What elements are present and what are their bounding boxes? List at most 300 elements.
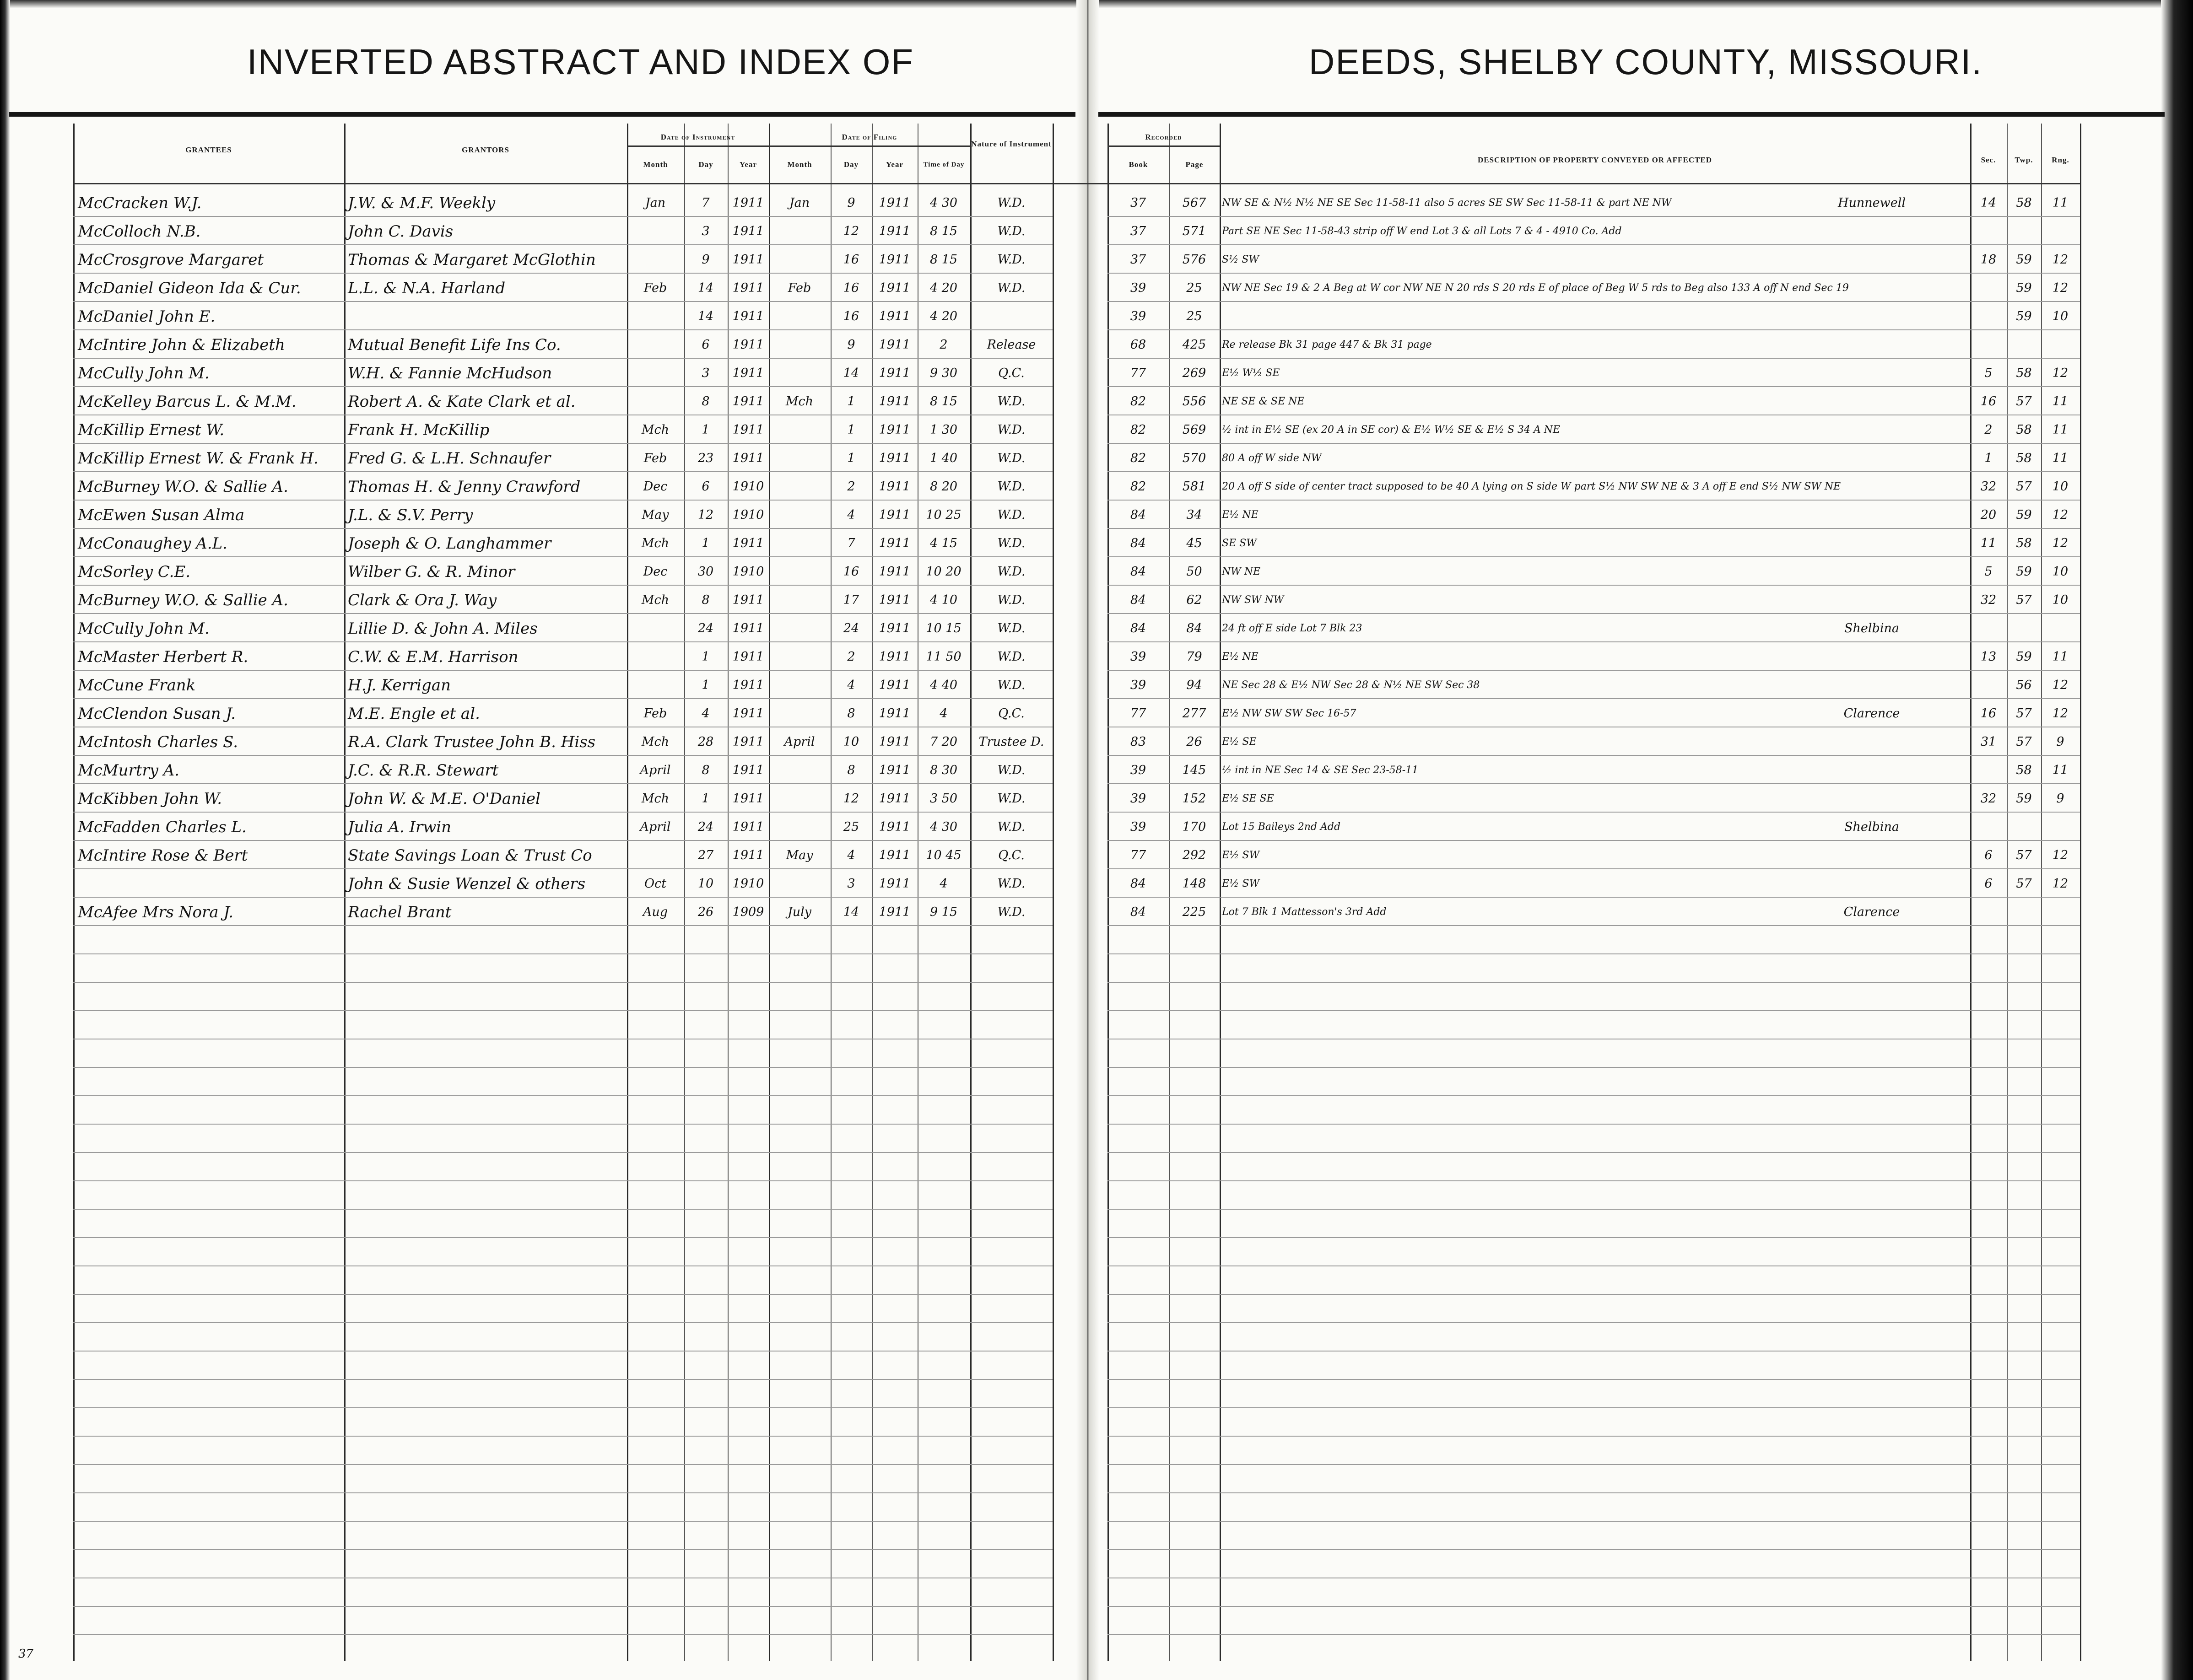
entry-book: 82 <box>1130 451 1146 465</box>
entry-rng: 11 <box>2052 650 2069 664</box>
entry-i-day: 30 <box>697 565 714 579</box>
entry-twp: 58 <box>2016 763 2032 777</box>
entry-twp: 59 <box>2016 792 2032 806</box>
ruled-line <box>1107 1379 2080 1380</box>
entry-description: E½ SE SE <box>1222 793 1274 804</box>
entry-grantee: McIntire John & Elizabeth <box>78 336 285 354</box>
ruled-line <box>1107 1095 2080 1096</box>
entry-grantor: Wilber G. & R. Minor <box>348 563 515 581</box>
entry-page: 94 <box>1186 678 1202 692</box>
ruled-line <box>1107 1634 2080 1635</box>
entry-description: NW NE Sec 19 & 2 A Beg at W cor NW NE N 20 rds S 20 rds E of place of Beg W 5 rds to Beg also 133 A off N end Sec 19 <box>1222 282 1849 294</box>
header-filing-day: Day <box>843 160 859 169</box>
entry-description: E½ SW <box>1222 878 1260 889</box>
entry-grantor: Rachel Brant <box>348 903 452 921</box>
header-sec: Sec. <box>1981 156 1996 164</box>
header-instrument-day: Day <box>698 160 713 169</box>
entry-twp: 59 <box>2016 650 2032 664</box>
entry-nature: W.D. <box>997 905 1026 919</box>
entry-time: 8 20 <box>929 479 958 494</box>
entry-description: ½ int in E½ SE (ex 20 A in SE cor) & E½ W½ SE & E½ S 34 A NE <box>1222 424 1561 436</box>
ruled-line <box>1107 1549 2080 1550</box>
entry-book: 84 <box>1130 565 1146 579</box>
entry-book: 77 <box>1130 706 1146 721</box>
entry-rng: 11 <box>2052 394 2069 409</box>
entry-i-day: 1 <box>702 678 710 692</box>
entry-nature: W.D. <box>997 224 1026 238</box>
entry-f-year: 1911 <box>879 593 911 607</box>
entry-i-day: 8 <box>702 593 710 607</box>
entry-time: 2 <box>940 338 948 352</box>
entry-f-day: 17 <box>843 593 859 607</box>
entry-nature: W.D. <box>997 281 1026 295</box>
header-date-of-instrument: Date of Instrument <box>660 133 735 141</box>
entry-i-day: 8 <box>702 763 710 777</box>
ruled-line <box>1107 1180 2080 1181</box>
entry-page: 152 <box>1182 792 1206 806</box>
entry-f-month: July <box>787 905 812 919</box>
header-book: Book <box>1129 160 1148 169</box>
entry-time: 10 25 <box>926 508 961 522</box>
entry-grantee: McCracken W.J. <box>78 194 202 212</box>
entry-i-month: Aug <box>643 905 668 919</box>
entry-f-year: 1911 <box>879 650 911 664</box>
entry-f-year: 1911 <box>879 423 911 437</box>
ruled-line <box>1107 1407 2080 1408</box>
ruled-line <box>73 1606 1053 1607</box>
entry-description: E½ SE <box>1222 736 1257 748</box>
entry-i-year: 1911 <box>732 763 764 777</box>
entry-time: 9 30 <box>929 366 958 380</box>
entry-page: 425 <box>1182 338 1206 352</box>
entry-time: 4 15 <box>929 536 958 550</box>
entry-grantee: McKelley Barcus L. & M.M. <box>78 393 297 411</box>
entry-description: Part SE NE Sec 11-58-43 strip off W end Lot 3 & all Lots 7 & 4 - 4910 Co. Add <box>1222 226 1622 237</box>
entry-f-month: Jan <box>789 196 810 210</box>
entry-grantee: McFadden Charles L. <box>78 818 247 836</box>
entry-i-year: 1911 <box>732 536 764 550</box>
entry-i-month: Jan <box>645 196 666 210</box>
ruled-line <box>73 1379 1053 1380</box>
ruled-line <box>73 1095 1053 1096</box>
entry-rng: 9 <box>2056 792 2064 806</box>
entry-f-year: 1911 <box>879 394 911 409</box>
header-date-of-filing: Date of Filing <box>842 133 897 141</box>
entry-i-year: 1911 <box>732 650 764 664</box>
entry-page: 84 <box>1186 621 1202 635</box>
entry-nature: W.D. <box>997 253 1026 267</box>
entry-i-year: 1911 <box>732 281 764 295</box>
ruled-line <box>1107 1606 2080 1607</box>
ruled-line <box>73 1521 1053 1522</box>
entry-i-year: 1911 <box>732 621 764 635</box>
ruled-line <box>1107 1464 2080 1465</box>
header-filing-month: Month <box>787 160 812 169</box>
entry-rng: 12 <box>2052 877 2069 891</box>
entry-book: 39 <box>1130 678 1146 692</box>
entry-twp: 58 <box>2016 366 2032 380</box>
entry-rng: 11 <box>2052 423 2069 437</box>
entry-f-year: 1911 <box>879 905 911 919</box>
entry-time: 8 15 <box>929 394 958 409</box>
entry-i-month: Mch <box>641 792 670 806</box>
ruled-line <box>1107 953 2080 954</box>
entry-description: E½ W½ SE <box>1222 367 1280 379</box>
entry-page: 277 <box>1182 706 1206 721</box>
entry-f-month: Feb <box>788 281 811 295</box>
entry-page: 570 <box>1182 451 1206 465</box>
entry-f-day: 7 <box>847 536 855 550</box>
ruled-line <box>1107 1152 2080 1153</box>
ruled-line <box>1107 1010 2080 1011</box>
header-subrule <box>1107 145 1220 147</box>
entry-nature: W.D. <box>997 451 1026 465</box>
header-nature: Nature of Instrument <box>971 140 1052 148</box>
header-subrule <box>627 145 970 147</box>
entry-book: 84 <box>1130 621 1146 635</box>
entry-time: 9 15 <box>929 905 958 919</box>
entry-f-year: 1911 <box>879 565 911 579</box>
entry-page: 62 <box>1186 593 1202 607</box>
entry-f-year: 1911 <box>879 281 911 295</box>
entry-description: Lot 15 Baileys 2nd Add <box>1222 821 1341 833</box>
entry-i-month: Feb <box>643 281 667 295</box>
entry-f-year: 1911 <box>879 309 911 323</box>
entry-grantee: McCully John M. <box>78 619 210 638</box>
ruled-line <box>73 1634 1053 1635</box>
entry-book: 39 <box>1130 763 1146 777</box>
entry-book: 83 <box>1130 735 1146 749</box>
entry-time: 4 10 <box>929 593 958 607</box>
entry-i-month: Mch <box>641 536 670 550</box>
entry-grantor: Clark & Ora J. Way <box>348 591 497 609</box>
entry-time: 10 15 <box>926 621 961 635</box>
entry-sec: 16 <box>1980 706 1997 721</box>
entry-f-year: 1911 <box>879 792 911 806</box>
entry-i-month: Feb <box>643 451 667 465</box>
entry-i-month: April <box>640 820 671 834</box>
entry-sec: 32 <box>1980 479 1997 494</box>
entry-i-day: 1 <box>702 423 710 437</box>
entry-description: E½ NW SW SW Sec 16-57 <box>1222 708 1356 719</box>
entry-grantee: McBurney W.O. & Sallie A. <box>78 591 288 609</box>
entry-rng: 12 <box>2052 678 2069 692</box>
header-bottom-rule <box>73 183 2080 184</box>
entry-time: 8 15 <box>929 224 958 238</box>
entry-rng: 12 <box>2052 706 2069 721</box>
entry-description: S½ SW <box>1222 254 1259 265</box>
entry-book: 37 <box>1130 224 1146 238</box>
ruled-line <box>1107 1067 2080 1068</box>
entry-f-year: 1911 <box>879 763 911 777</box>
entry-description: NE SE & SE NE <box>1222 396 1305 407</box>
entry-time: 4 40 <box>929 678 958 692</box>
header-page: Page <box>1185 160 1204 169</box>
entry-grantee: McSorley C.E. <box>78 563 191 581</box>
entry-f-day: 16 <box>843 309 859 323</box>
entry-i-day: 1 <box>702 792 710 806</box>
entry-i-month: Mch <box>641 735 670 749</box>
table-row <box>0 670 2193 697</box>
table-row <box>0 386 2193 414</box>
ruled-line <box>1107 1492 2080 1493</box>
entry-f-day: 16 <box>843 565 859 579</box>
table-row <box>0 471 2193 499</box>
header-grantors: GRANTORS <box>461 145 510 154</box>
entry-book: 68 <box>1130 338 1146 352</box>
entry-grantor: Frank H. McKillip <box>348 421 490 439</box>
entry-i-year: 1911 <box>732 820 764 834</box>
entry-description: Lot 7 Blk 1 Mattesson's 3rd Add <box>1222 906 1387 918</box>
entry-i-year: 1911 <box>732 338 764 352</box>
entry-i-day: 1 <box>702 536 710 550</box>
entry-i-year: 1910 <box>732 565 764 579</box>
entry-f-day: 8 <box>847 706 855 721</box>
table-row <box>0 216 2193 243</box>
entry-time: 8 30 <box>929 763 958 777</box>
entry-twp: 59 <box>2016 309 2032 323</box>
entry-i-year: 1911 <box>732 253 764 267</box>
entry-grantee: McAfee Mrs Nora J. <box>78 903 234 921</box>
entry-rng: 9 <box>2056 735 2064 749</box>
entry-twp: 57 <box>2016 394 2032 409</box>
entry-f-year: 1911 <box>879 706 911 721</box>
entry-i-day: 14 <box>697 281 714 295</box>
entry-book: 82 <box>1130 423 1146 437</box>
entry-page: 269 <box>1182 366 1206 380</box>
entry-rng: 12 <box>2052 366 2069 380</box>
header-filing-year: Year <box>886 160 903 169</box>
table-row <box>0 840 2193 867</box>
entry-sec: 13 <box>1980 650 1997 664</box>
table-row <box>0 868 2193 896</box>
entry-i-day: 23 <box>697 451 714 465</box>
entry-i-year: 1910 <box>732 508 764 522</box>
entry-book: 39 <box>1130 820 1146 834</box>
entry-nature: W.D. <box>997 423 1026 437</box>
page-number: 37 <box>18 1647 34 1661</box>
entry-f-day: 1 <box>847 423 855 437</box>
entry-sec: 6 <box>1984 848 1993 862</box>
entry-place: Hunnewell <box>1837 196 1906 210</box>
entry-twp: 58 <box>2016 536 2032 550</box>
entry-book: 39 <box>1130 650 1146 664</box>
entry-nature: W.D. <box>997 763 1026 777</box>
header-instrument-month: Month <box>643 160 668 169</box>
entry-grantee: McConaughey A.L. <box>78 534 227 553</box>
entry-description: E½ SW <box>1222 850 1260 861</box>
entry-grantee: McColloch N.B. <box>78 222 201 241</box>
ruled-line <box>73 1209 1053 1210</box>
entry-i-year: 1911 <box>732 792 764 806</box>
entry-description: SE SW <box>1222 538 1257 549</box>
entry-book: 37 <box>1130 253 1146 267</box>
entry-f-day: 9 <box>847 196 855 210</box>
entry-nature: W.D. <box>997 820 1026 834</box>
entry-nature: Release <box>987 338 1036 352</box>
entry-nature: W.D. <box>997 565 1026 579</box>
entry-grantor: State Savings Loan & Trust Co <box>348 846 592 865</box>
entry-i-year: 1910 <box>732 877 764 891</box>
entry-f-year: 1911 <box>879 848 911 862</box>
entry-f-month: Mch <box>785 394 814 409</box>
entry-time: 3 50 <box>929 792 958 806</box>
entry-i-day: 8 <box>702 394 710 409</box>
entry-i-month: April <box>640 763 671 777</box>
table-row <box>0 556 2193 584</box>
entry-grantor: H.J. Kerrigan <box>348 676 451 695</box>
entry-twp: 57 <box>2016 735 2032 749</box>
entry-i-month: Dec <box>643 565 668 579</box>
entry-f-year: 1911 <box>879 366 911 380</box>
entry-grantor: Thomas & Margaret McGlothin <box>348 251 596 269</box>
entry-f-day: 14 <box>843 366 859 380</box>
table-row <box>0 188 2193 215</box>
ruled-line <box>73 1010 1053 1011</box>
entry-i-year: 1911 <box>732 848 764 862</box>
entry-grantee: McBurney W.O. & Sallie A. <box>78 478 288 496</box>
entry-i-year: 1911 <box>732 309 764 323</box>
entry-f-day: 16 <box>843 281 859 295</box>
table-row <box>0 698 2193 726</box>
entry-f-day: 8 <box>847 763 855 777</box>
entry-twp: 58 <box>2016 196 2032 210</box>
entry-rng: 10 <box>2052 479 2069 494</box>
table-row <box>0 301 2193 328</box>
entry-page: 292 <box>1182 848 1206 862</box>
header-description: DESCRIPTION OF PROPERTY CONVEYED OR AFFECTED <box>1477 156 1712 164</box>
entry-page: 45 <box>1186 536 1202 550</box>
entry-time: 11 50 <box>926 650 961 664</box>
entry-page: 79 <box>1186 650 1202 664</box>
ruled-line <box>1107 1124 2080 1125</box>
entry-time: 4 <box>940 877 948 891</box>
entry-f-year: 1911 <box>879 621 911 635</box>
entry-sec: 31 <box>1980 735 1997 749</box>
entry-f-month: April <box>784 735 815 749</box>
entry-f-day: 16 <box>843 253 859 267</box>
entry-time: 10 45 <box>926 848 961 862</box>
entry-book: 82 <box>1130 479 1146 494</box>
entry-sec: 6 <box>1984 877 1993 891</box>
entry-rng: 10 <box>2052 309 2069 323</box>
table-row <box>0 641 2193 669</box>
entry-twp: 58 <box>2016 451 2032 465</box>
entry-rng: 12 <box>2052 536 2069 550</box>
entry-grantee: McEwen Susan Alma <box>78 506 245 524</box>
entry-nature: Q.C. <box>998 706 1025 721</box>
entry-i-year: 1911 <box>732 196 764 210</box>
entry-i-year: 1909 <box>732 905 764 919</box>
table-row <box>0 500 2193 527</box>
entry-grantee: McCune Frank <box>78 676 196 695</box>
entry-page: 34 <box>1186 508 1202 522</box>
entry-description: NW NE <box>1222 566 1261 577</box>
ruled-line <box>1107 1237 2080 1238</box>
entry-twp: 57 <box>2016 848 2032 862</box>
entry-twp: 59 <box>2016 281 2032 295</box>
entry-place: Clarence <box>1843 905 1900 919</box>
ruled-line <box>1107 1521 2080 1522</box>
entry-nature: W.D. <box>997 479 1026 494</box>
entry-page: 225 <box>1182 905 1206 919</box>
entry-sec: 16 <box>1980 394 1997 409</box>
table-row <box>0 613 2193 641</box>
entry-description: E½ NE <box>1222 651 1259 662</box>
entry-grantor: J.W. & M.F. Weekly <box>348 194 496 212</box>
ruled-line <box>1107 1294 2080 1295</box>
entry-f-year: 1911 <box>879 224 911 238</box>
ruled-line <box>1107 1209 2080 1210</box>
entry-rng: 11 <box>2052 763 2069 777</box>
entry-twp: 59 <box>2016 508 2032 522</box>
table-row <box>0 443 2193 470</box>
table-row <box>0 727 2193 754</box>
ruled-line <box>73 925 1053 926</box>
ruled-line <box>1107 1351 2080 1352</box>
entry-description: ½ int in NE Sec 14 & SE Sec 23-58-11 <box>1222 765 1419 776</box>
entry-f-day: 12 <box>843 792 859 806</box>
entry-book: 37 <box>1130 196 1146 210</box>
entry-page: 571 <box>1182 224 1206 238</box>
ruled-line <box>73 1436 1053 1437</box>
entry-grantee: McKillip Ernest W. <box>78 421 225 439</box>
entry-nature: W.D. <box>997 621 1026 635</box>
entry-i-day: 28 <box>697 735 714 749</box>
entry-grantor: John C. Davis <box>348 222 454 241</box>
entry-nature: W.D. <box>997 877 1026 891</box>
entry-f-month: May <box>786 848 813 862</box>
entry-i-day: 7 <box>702 196 710 210</box>
entry-twp: 56 <box>2016 678 2032 692</box>
entry-f-day: 10 <box>843 735 859 749</box>
entry-page: 569 <box>1182 423 1206 437</box>
entry-time: 1 40 <box>929 451 958 465</box>
entry-time: 1 30 <box>929 423 958 437</box>
table-row <box>0 329 2193 357</box>
entry-grantee: McCully John M. <box>78 364 210 382</box>
entry-twp: 57 <box>2016 593 2032 607</box>
entry-i-day: 10 <box>697 877 714 891</box>
entry-i-day: 24 <box>697 621 714 635</box>
entry-i-year: 1911 <box>732 224 764 238</box>
entry-sec: 14 <box>1980 196 1997 210</box>
entry-sec: 1 <box>1984 451 1993 465</box>
entry-sec: 2 <box>1984 423 1993 437</box>
entry-rng: 11 <box>2052 196 2069 210</box>
entry-grantor: J.C. & R.R. Stewart <box>348 761 499 780</box>
table-row <box>0 812 2193 839</box>
entry-place: Clarence <box>1843 706 1900 721</box>
entry-page: 25 <box>1186 281 1202 295</box>
entry-i-day: 14 <box>697 309 714 323</box>
table-row <box>0 528 2193 555</box>
entry-f-day: 1 <box>847 394 855 409</box>
entry-book: 84 <box>1130 905 1146 919</box>
entry-book: 77 <box>1130 366 1146 380</box>
table-row <box>0 897 2193 924</box>
entry-f-day: 25 <box>843 820 859 834</box>
entry-book: 84 <box>1130 508 1146 522</box>
entry-f-day: 1 <box>847 451 855 465</box>
entry-i-month: Feb <box>643 706 667 721</box>
entry-nature: Q.C. <box>998 848 1025 862</box>
header-instrument-year: Year <box>740 160 757 169</box>
table-row <box>0 358 2193 385</box>
entry-grantee: McKillip Ernest W. & Frank H. <box>78 449 319 468</box>
entry-f-year: 1911 <box>879 196 911 210</box>
entry-page: 576 <box>1182 253 1206 267</box>
